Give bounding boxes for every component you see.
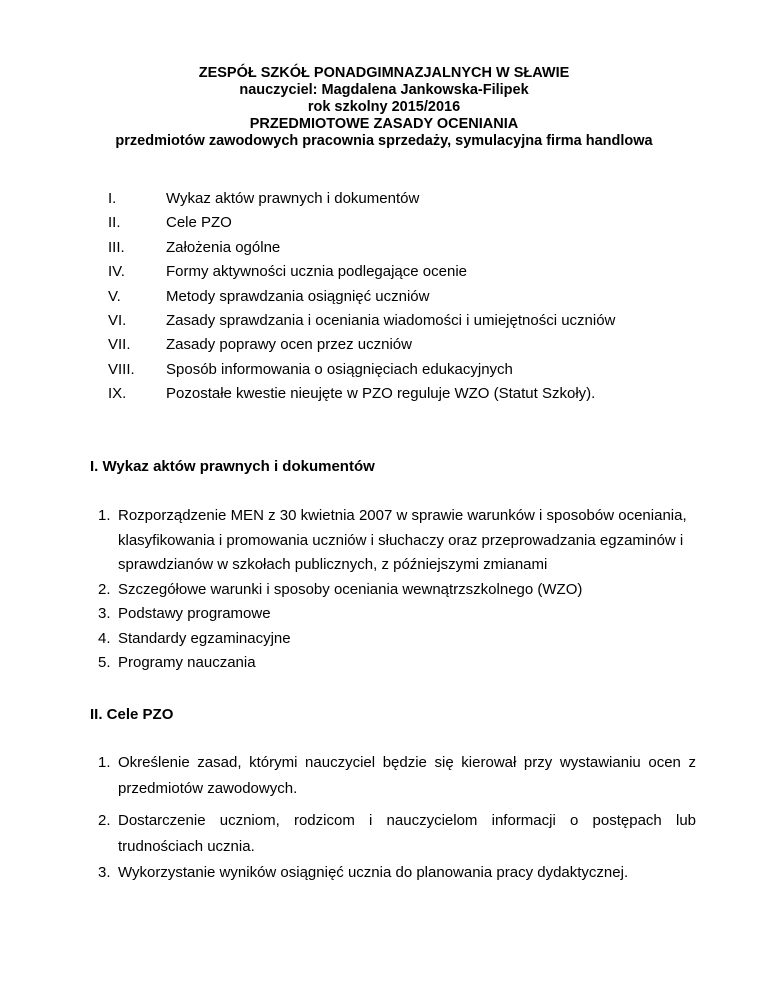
toc-item [108,382,708,406]
list-item-number: 4. [98,629,111,647]
section-heading-legal-acts: I. Wykaz aktów prawnych i dokumentów [90,458,375,475]
list-item [90,651,710,676]
list-item-text: Określenie zasad, którymi nauczyciel będzie się kierował przy wystawianiu ocen z przedmiotów zawodowych. [118,754,696,797]
toc-item [108,236,708,260]
toc-item [108,333,708,357]
toc-item-number: IX. [108,385,127,403]
list-item-text: Programy nauczania [118,654,256,671]
toc-item-text: Zasady sprawdzania i oceniania wiadomości i umiejętności uczniów [166,311,616,329]
toc-item-text: Cele PZO [166,214,232,232]
toc-item [108,211,708,235]
list-item [90,578,710,603]
toc-item [108,187,708,211]
list-item-text: Wykorzystanie wyników osiągnięć ucznia do planowania pracy dydaktycznej. [118,864,629,881]
list-item-text: Podstawy programowe [118,605,271,622]
toc-item-text: Sposób informowania o osiągnięciach edukacyjnych [166,360,513,378]
toc-item-number: III. [108,238,125,256]
toc-item-text: Zasady poprawy ocen przez uczniów [166,336,412,354]
list-item-number: 2. [98,580,111,598]
list-item-number: 1. [98,507,111,524]
list-item-text: Rozporządzenie MEN z 30 kwietnia 2007 w sprawie warunków i sposobów oceniania, klasyfikowania i promowania uczniów i słuchaczy oraz przeprowadzania egzaminów i sprawdzianów w szkołach publicznych, z późniejszymi zmianami [118,507,687,573]
list-item [90,750,696,802]
toc-item [108,358,708,382]
table-of-contents [108,187,708,407]
list-item-number: 2. [98,812,111,829]
list-item-number: 5. [98,654,111,671]
list-item [90,602,710,627]
document-header [0,65,768,150]
document-title: PRZEDMIOTOWE ZASADY OCENIANIA [249,116,519,132]
toc-item [108,260,708,284]
toc-item-number: I. [108,190,117,207]
goals-list [90,750,696,886]
toc-item-text: Pozostałe kwestie nieujęte w PZO reguluje WZO (Statut Szkoły). [166,385,596,403]
toc-item-text: Metody sprawdzania osiągnięć uczniów [166,287,430,305]
list-item-number: 3. [98,864,111,881]
list-item-number: 3. [98,605,111,622]
list-item [90,808,696,860]
list-item-text: Dostarczenie uczniom, rodzicom i nauczycielom informacji o postępach lub trudnościach ucznia. [118,812,696,855]
teacher-name: nauczyciel: Magdalena Jankowska-Filipek [239,82,529,98]
toc-item [108,285,708,309]
school-name: ZESPÓŁ SZKÓŁ PONADGIMNAZJALNYCH W SŁAWIE [198,65,570,81]
list-item [90,860,696,886]
toc-item-number: II. [108,214,121,232]
toc-item-number: IV. [108,263,125,281]
toc-item-text: Formy aktywności ucznia podlegające ocenie [166,263,467,281]
toc-item [108,309,708,333]
list-item [90,504,710,578]
toc-item-text: Wykaz aktów prawnych i dokumentów [166,190,420,207]
list-item-text: Standardy egzaminacyjne [118,629,291,647]
list-item [90,627,710,652]
legal-acts-list [90,504,710,676]
toc-item-number: VI. [108,311,127,329]
school-year: rok szkolny 2015/2016 [307,99,461,115]
toc-item-text: Założenia ogólne [166,238,281,256]
list-item-number: 1. [98,754,111,771]
list-item-text: Szczegółowe warunki i sposoby oceniania wewnątrzszkolnego (WZO) [118,580,583,598]
toc-item-number: V. [108,287,121,305]
document-subtitle: przedmiotów zawodowych pracownia sprzedaży, symulacyjna firma handlowa [115,133,653,149]
section-heading-goals: II. Cele PZO [90,706,174,723]
toc-item-number: VIII. [108,360,135,378]
toc-item-number: VII. [108,336,131,354]
